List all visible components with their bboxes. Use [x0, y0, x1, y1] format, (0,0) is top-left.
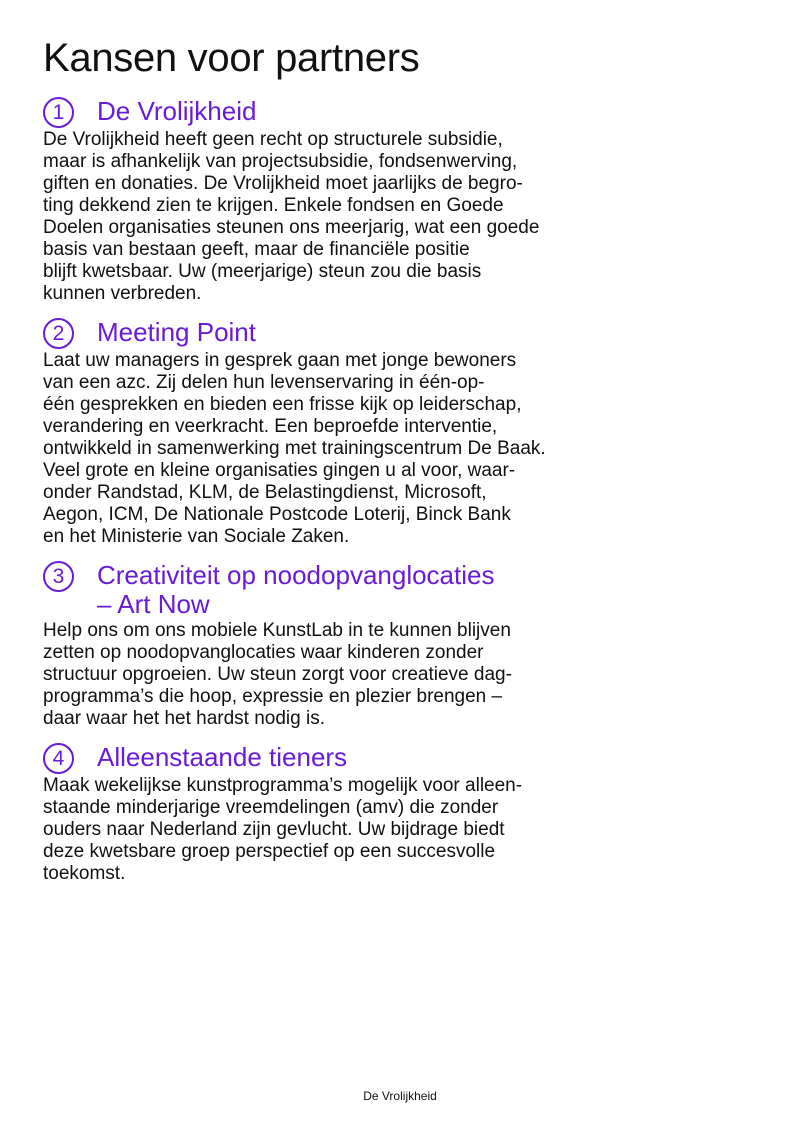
section-number-badge: 4 [43, 743, 74, 774]
body-line: ting dekkend zien te krijgen. Enkele fondsen en Goede [43, 195, 504, 216]
section-number-badge: 3 [43, 561, 74, 592]
section-body [43, 775, 643, 885]
body-line: Help ons om ons mobiele KunstLab in te kunnen blijven [43, 620, 511, 641]
page-title: Kansen voor partners [43, 36, 420, 80]
section-heading-line: De Vrolijkheid [97, 96, 257, 126]
body-line: zetten op noodopvanglocaties waar kinderen zonder [43, 642, 484, 663]
body-line: en het Ministerie van Sociale Zaken. [43, 526, 350, 547]
section-2 [43, 317, 643, 548]
body-line: van een azc. Zij delen hun levenservaring in één-op- [43, 372, 485, 393]
body-line: Doelen organisaties steunen ons meerjarig, wat een goede [43, 217, 540, 238]
section-header [43, 742, 643, 774]
body-line: blijft kwetsbaar. Uw (meerjarige) steun zou die basis [43, 261, 482, 282]
body-line: Veel grote en kleine organisaties gingen u al voor, waar- [43, 460, 516, 481]
body-line: giften en donaties. De Vrolijkheid moet jaarlijks de begro- [43, 173, 523, 194]
body-line: onder Randstad, KLM, de Belastingdienst, Microsoft, [43, 482, 487, 503]
body-line: programma’s die hoop, expressie en plezier brengen – [43, 686, 503, 707]
body-line: kunnen verbreden. [43, 283, 202, 304]
body-line: ontwikkeld in samenwerking met trainingscentrum De Baak. [43, 438, 546, 459]
section-body [43, 129, 643, 305]
body-line: deze kwetsbare groep perspectief op een succesvolle [43, 841, 496, 862]
body-line: toekomst. [43, 863, 126, 884]
section-header [43, 317, 643, 349]
page-footer: De Vrolijkheid [363, 1089, 437, 1103]
document-page [43, 34, 643, 897]
section-3 [43, 560, 643, 730]
section-body [43, 350, 643, 548]
body-line: ouders naar Nederland zijn gevlucht. Uw bijdrage biedt [43, 819, 505, 840]
section-heading-line: Meeting Point [97, 317, 256, 347]
section-header [43, 96, 643, 128]
section-heading [97, 96, 256, 126]
body-line: basis van bestaan geeft, maar de financiële positie [43, 239, 470, 260]
section-body [43, 620, 643, 730]
body-line: maar is afhankelijk van projectsubsidie, fondsenwerving, [43, 151, 518, 172]
section-heading-line: – Art Now [97, 589, 210, 619]
section-heading [97, 742, 347, 772]
body-line: staande minderjarige vreemdelingen (amv) die zonder [43, 797, 499, 818]
section-heading-line: Alleenstaande tieners [97, 742, 348, 772]
section-4 [43, 742, 643, 885]
body-line: één gesprekken en bieden een frisse kijk op leiderschap, [43, 394, 522, 415]
section-header [43, 560, 643, 619]
body-line: Aegon, ICM, De Nationale Postcode Loterij, Binck Bank [43, 504, 511, 525]
section-number-badge: 1 [43, 97, 74, 128]
section-heading-line: Creativiteit op noodopvanglocaties [97, 560, 495, 590]
body-line: verandering en veerkracht. Een beproefde interventie, [43, 416, 498, 437]
body-line: Laat uw managers in gesprek gaan met jonge bewoners [43, 350, 517, 371]
body-line: De Vrolijkheid heeft geen recht op structurele subsidie, [43, 129, 503, 150]
body-line: structuur opgroeien. Uw steun zorgt voor creatieve dag- [43, 664, 512, 685]
section-number-badge: 2 [43, 318, 74, 349]
body-line: Maak wekelijkse kunstprogramma’s mogelijk voor alleen- [43, 775, 523, 796]
section-heading [97, 560, 494, 619]
section-heading [97, 317, 256, 347]
body-line: daar waar het het hardst nodig is. [43, 708, 326, 729]
section-1 [43, 96, 643, 305]
